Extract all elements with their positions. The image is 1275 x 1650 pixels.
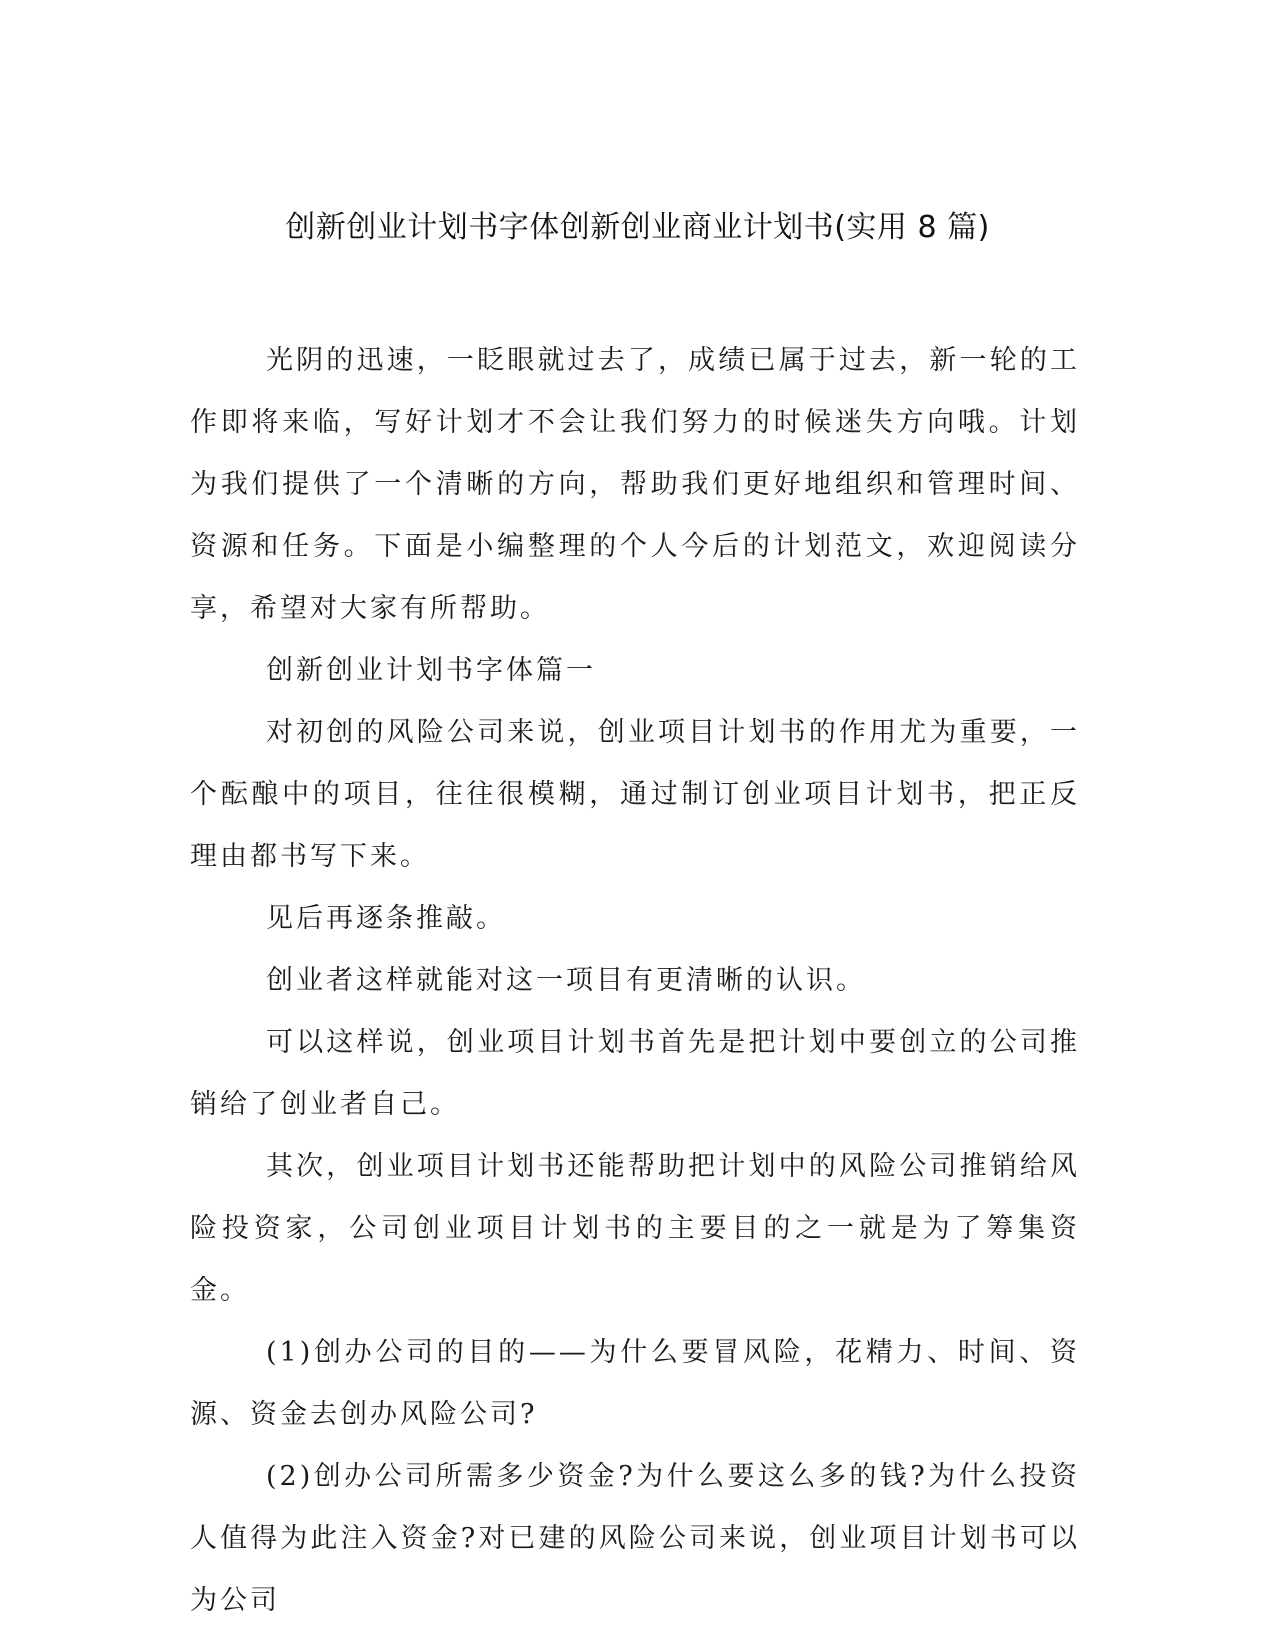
document-body [190, 330, 1080, 1632]
list-item-1: (1)创办公司的目的——为什么要冒风险，花精力、时间、资源、资金去创办风险公司? [190, 1337, 1080, 1430]
paragraph: 可以这样说，创业项目计划书首先是把计划中要创立的公司推销给了创业者自己。 [190, 1027, 1080, 1120]
document-title: 创新创业计划书字体创新创业商业计划书(实用 8 篇) [285, 210, 990, 245]
section-heading: 创新创业计划书字体篇一 [266, 655, 596, 686]
paragraph-intro: 光阴的迅速，一眨眼就过去了，成绩已属于过去，新一轮的工作即将来临，写好计划才不会让我们努力的时候迷失方向哦。计划为我们提供了一个清晰的方向，帮助我们更好地组织和管理时间、资源和任务。下面是小编整理的个人今后的计划范文，欢迎阅读分享，希望对大家有所帮助。 [190, 345, 1080, 624]
paragraph: 见后再逐条推敲。 [266, 903, 506, 934]
paragraph: 创业者这样就能对这一项目有更清晰的认识。 [266, 965, 866, 996]
paragraph: 其次，创业项目计划书还能帮助把计划中的风险公司推销给风险投资家，公司创业项目计划书的主要目的之一就是为了筹集资金。 [190, 1151, 1080, 1306]
paragraph: 对初创的风险公司来说，创业项目计划书的作用尤为重要，一个酝酿中的项目，往往很模糊，通过制订创业项目计划书，把正反理由都书写下来。 [190, 717, 1080, 872]
list-item-2: (2)创办公司所需多少资金?为什么要这么多的钱?为什么投资人值得为此注入资金?对已建的风险公司来说，创业项目计划书可以为公司 [190, 1461, 1080, 1616]
